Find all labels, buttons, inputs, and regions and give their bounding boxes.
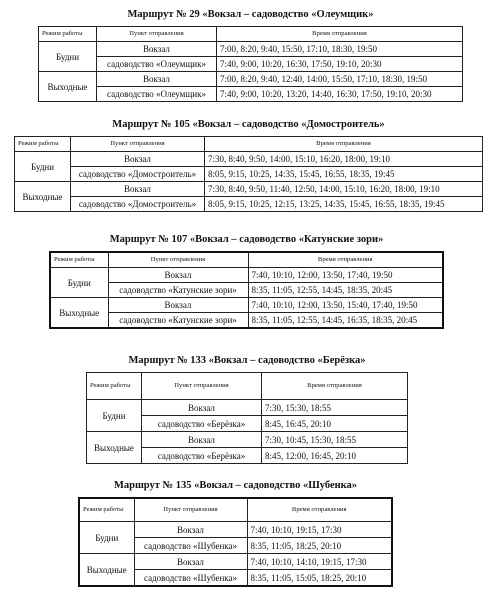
stop-cell: Вокзал bbox=[97, 72, 217, 87]
table-row bbox=[15, 152, 483, 167]
stop-cell: Вокзал bbox=[134, 554, 247, 570]
table-header-row bbox=[39, 27, 463, 42]
stop-cell: Вокзал bbox=[97, 42, 217, 57]
times-cell: 8:05, 9:15, 10:25, 12:15, 13:25, 14:35, 15:45, 16:55, 18:35, 19:45 bbox=[205, 197, 483, 212]
table-row bbox=[50, 313, 443, 329]
times-cell: 7:40, 10:10, 14:10, 19:15, 17:30 bbox=[247, 554, 392, 570]
table-row bbox=[15, 182, 483, 197]
times-cell: 8:35, 11:05, 12:55, 14:45, 16:35, 18:35, 20:45 bbox=[248, 313, 443, 329]
header-stop: Пункт отправления bbox=[97, 27, 217, 42]
mode-cell: Выходные bbox=[79, 554, 134, 587]
header-times: Время отправления bbox=[248, 252, 443, 268]
route-title: Маршрут № 29 «Вокзал – садоводство «Олеумщик» bbox=[127, 9, 374, 20]
table-header-row bbox=[50, 252, 443, 268]
mode-cell: Выходные bbox=[15, 182, 71, 212]
times-cell: 8:35, 11:05, 18:25, 20:10 bbox=[247, 538, 392, 554]
table-row bbox=[50, 298, 443, 313]
stop-cell: садоводство «Катунские зори» bbox=[108, 313, 248, 329]
table-row bbox=[39, 87, 463, 102]
route-title: Маршрут № 133 «Вокзал – садоводство «Берёзка» bbox=[128, 355, 366, 366]
table-header-row bbox=[15, 137, 483, 152]
stop-cell: садоводство «Домостроитель» bbox=[71, 167, 205, 182]
mode-cell: Выходные bbox=[39, 72, 97, 102]
mode-cell: Будни bbox=[50, 268, 108, 298]
header-times: Время отправления bbox=[247, 498, 392, 522]
times-cell: 7:40, 10:10, 12:00, 13:50, 15:40, 17:40, 19:50 bbox=[248, 298, 443, 313]
stop-cell: Вокзал bbox=[108, 298, 248, 313]
header-stop: Пункт отправления bbox=[71, 137, 205, 152]
mode-cell: Будни bbox=[15, 152, 71, 182]
stop-cell: садоводство «Шубенка» bbox=[134, 538, 247, 554]
header-mode: Режим работы bbox=[15, 137, 71, 152]
times-cell: 7:00, 8:20, 9:40, 15:50, 17:10, 18:30, 19:50 bbox=[217, 42, 463, 57]
stop-cell: Вокзал bbox=[108, 268, 248, 283]
mode-cell: Выходные bbox=[50, 298, 108, 329]
mode-cell: Выходные bbox=[87, 432, 142, 464]
route-133-block bbox=[86, 355, 408, 464]
stop-cell: садоводство «Олеумщик» bbox=[97, 57, 217, 72]
table-row bbox=[15, 197, 483, 212]
times-cell: 8:45, 16:45, 20:10 bbox=[262, 416, 408, 432]
times-cell: 7:00, 8:20, 9:40, 12:40, 14:00, 15:50, 17:10, 18:30, 19:50 bbox=[217, 72, 463, 87]
stop-cell: Вокзал bbox=[142, 432, 262, 448]
route-105-block bbox=[14, 119, 483, 212]
stop-cell: Вокзал bbox=[134, 522, 247, 538]
table-row bbox=[50, 283, 443, 298]
header-mode: Режим работы bbox=[79, 498, 134, 522]
header-mode: Режим работы bbox=[87, 373, 142, 400]
table-header-row bbox=[87, 373, 408, 400]
stop-cell: садоводство «Берёзка» bbox=[142, 448, 262, 464]
times-cell: 8:35, 11:05, 12:55, 14:45, 18:35, 20:45 bbox=[248, 283, 443, 298]
header-mode: Режим работы bbox=[50, 252, 108, 268]
times-cell: 7:30, 10:45, 15:30, 18:55 bbox=[262, 432, 408, 448]
table-row bbox=[39, 57, 463, 72]
times-cell: 7:30, 8:40, 9:50, 14:00, 15:10, 16:20, 18:00, 19:10 bbox=[205, 152, 483, 167]
times-cell: 7:40, 9:00, 10:20, 16:30, 17:50, 19:10, 20:30 bbox=[217, 57, 463, 72]
table-row bbox=[50, 268, 443, 283]
table-row bbox=[87, 432, 408, 448]
table-row bbox=[79, 554, 392, 570]
route-title: Маршрут № 107 «Вокзал – садоводство «Катунские зори» bbox=[109, 234, 384, 245]
header-mode: Режим работы bbox=[39, 27, 97, 42]
table-row bbox=[39, 72, 463, 87]
schedule-table bbox=[14, 136, 483, 212]
times-cell: 7:40, 9:00, 10:20, 13:20, 14:40, 16:30, 17:50, 19:10, 20:30 bbox=[217, 87, 463, 102]
table-header-row bbox=[79, 498, 392, 522]
stop-cell: садоводство «Домостроитель» bbox=[71, 197, 205, 212]
header-stop: Пункт отправления bbox=[108, 252, 248, 268]
stop-cell: Вокзал bbox=[71, 152, 205, 167]
header-times: Время отправления bbox=[262, 373, 408, 400]
stop-cell: садоводство «Катунские зори» bbox=[108, 283, 248, 298]
schedule-table bbox=[38, 26, 463, 102]
stop-cell: Вокзал bbox=[71, 182, 205, 197]
times-cell: 8:45, 12:00, 16:45, 20:10 bbox=[262, 448, 408, 464]
times-cell: 8:05, 9:15, 10:25, 14:35, 15:45, 16:55, 18:35, 19:45 bbox=[205, 167, 483, 182]
times-cell: 7:40, 10:10, 12:00, 13:50, 17:40, 19:50 bbox=[248, 268, 443, 283]
route-29-block bbox=[38, 9, 463, 102]
route-title: Маршрут № 105 «Вокзал – садоводство «Домостроитель» bbox=[112, 119, 385, 130]
schedule-table bbox=[86, 372, 408, 464]
header-times: Время отправления bbox=[217, 27, 463, 42]
times-cell: 7:30, 15:30, 18:55 bbox=[262, 400, 408, 416]
mode-cell: Будни bbox=[87, 400, 142, 432]
table-row bbox=[39, 42, 463, 57]
schedule-table bbox=[78, 497, 393, 587]
header-times: Время отправления bbox=[205, 137, 483, 152]
stop-cell: садоводство «Берёзка» bbox=[142, 416, 262, 432]
stop-cell: садоводство «Шубенка» bbox=[134, 570, 247, 587]
schedule-table bbox=[49, 251, 444, 329]
route-title: Маршрут № 135 «Вокзал – садоводство «Шубенка» bbox=[113, 480, 358, 491]
header-stop: Пункт отправления bbox=[142, 373, 262, 400]
times-cell: 8:35, 11:05, 15:05, 18:25, 20:10 bbox=[247, 570, 392, 587]
times-cell: 7:30, 8:40, 9:50, 11:40, 12:50, 14:00, 15:10, 16:20, 18:00, 19:10 bbox=[205, 182, 483, 197]
route-135-block bbox=[78, 480, 393, 587]
table-row bbox=[87, 400, 408, 416]
stop-cell: Вокзал bbox=[142, 400, 262, 416]
stop-cell: садоводство «Олеумщик» bbox=[97, 87, 217, 102]
header-stop: Пункт отправления bbox=[134, 498, 247, 522]
route-107-block bbox=[49, 234, 444, 329]
mode-cell: Будни bbox=[39, 42, 97, 72]
table-row bbox=[79, 522, 392, 538]
times-cell: 7:40, 10:10, 19:15, 17:30 bbox=[247, 522, 392, 538]
mode-cell: Будни bbox=[79, 522, 134, 554]
table-row bbox=[15, 167, 483, 182]
